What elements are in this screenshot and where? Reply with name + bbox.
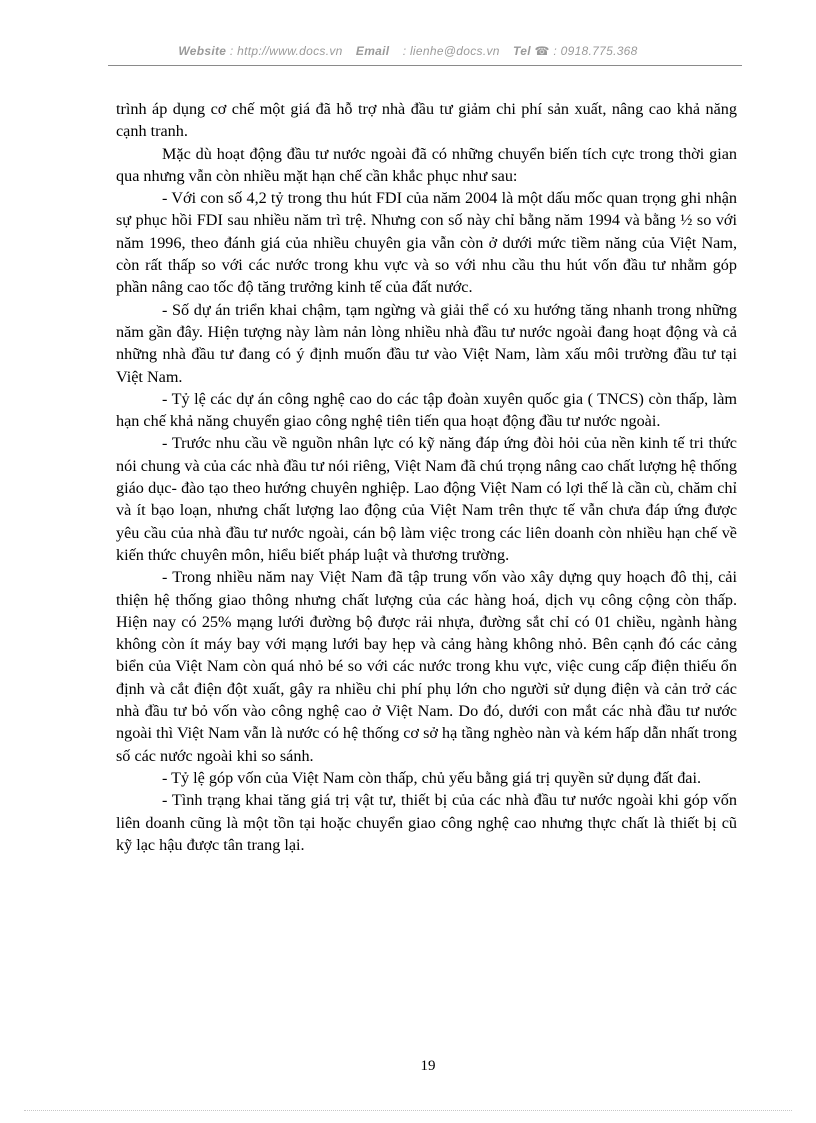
paragraph-fdi-figure: - Với con số 4,2 tỷ trong thu hút FDI của năm 2004 là một dấu mốc quan trọng ghi nhận sự phục hồi FDI sau nhiều năm trì trệ. Nhưng con số này chỉ bằng năm 1994 và bằng ½ so với năm 1996, theo đánh giá của nhiều chuyên gia vẫn còn ở dưới mức tiềm năng của Việt Nam, còn rất thấp so với các nước trong khu vực và so với nhu cầu thu hút vốn đầu tư nhằm góp phần nâng cao tốc độ tăng trưởng kinh tế của đất nước. (116, 189, 737, 297)
paragraph-human-resources: - Trước nhu cầu về nguồn nhân lực có kỹ năng đáp ứng đòi hỏi của nền kinh tế tri thức nói chung và của các nhà đầu tư nói riêng, Việt Nam đã chú trọng nâng cao chất lượng hệ thống giáo dục- đào tạo theo hướng chuyên nghiệp. Lao động Việt Nam có lợi thế là cần cù, chăm chỉ và ít bạo loạn, nhưng chất lượng lao động của Việt Nam trên thực tế vẫn chưa đáp ứng được yêu cầu của nhà đầu tư nước ngoài, cán bộ làm việc trong các liên doanh còn nhiều hạn chế về kiến thức chuyên môn, hiểu biết pháp luật và thương trường. (116, 434, 737, 564)
phone-icon: ☎ (534, 44, 550, 58)
header-divider (108, 65, 742, 66)
paragraph-delayed-projects: - Số dự án triển khai chậm, tạm ngừng và giải thể có xu hướng tăng nhanh trong những năm gần đây. Hiện tượng này làm nản lòng nhiều nhà đầu tư nước ngoài đang hoạt động và cả những nhà đầu tư đang có ý định muốn đầu tư vào Việt Nam, làm xấu môi trường đầu tư tại Việt Nam. (116, 300, 737, 386)
document-body (116, 98, 737, 856)
website-label: Website (178, 44, 227, 58)
paragraph-capital-contribution: - Tỷ lệ góp vốn của Việt Nam còn thấp, chủ yếu bằng giá trị quyền sử dụng đất đai. (162, 768, 702, 787)
email-label: Email (355, 44, 390, 58)
tel-value: : 0918.775.368 (553, 44, 638, 58)
email-value[interactable]: : lienhe@docs.vn (402, 44, 500, 58)
page-header (0, 44, 816, 58)
tel-label: Tel (513, 44, 531, 58)
bottom-divider (24, 1110, 792, 1111)
page-number: 19 (420, 1058, 436, 1074)
paragraph-high-tech-projects: - Tỷ lệ các dự án công nghệ cao do các tập đoàn xuyên quốc gia ( TNCS) còn thấp, làm hạn chế khả năng chuyển giao công nghệ tiên tiến qua hoạt động đầu tư nước ngoài. (116, 389, 737, 431)
paragraph-intro: Mặc dù hoạt động đầu tư nước ngoài đã có những chuyển biến tích cực trong thời gian qua nhưng vẫn còn nhiều mặt hạn chế cần khắc phục như sau: (116, 144, 737, 185)
paragraph-overvaluation: - Tình trạng khai tăng giá trị vật tư, thiết bị của các nhà đầu tư nước ngoài khi góp vốn liên doanh cũng là một tồn tại hoặc chuyển giao công nghệ cao nhưng thực chất là thiết bị cũ kỹ lạc hậu được tân trang lại. (116, 791, 737, 854)
website-value[interactable]: : http://www.docs.vn (229, 44, 343, 58)
paragraph-continuation: trình áp dụng cơ chế một giá đã hỗ trợ nhà đầu tư giảm chi phí sản xuất, nâng cao khả năng cạnh tranh. (116, 100, 737, 141)
paragraph-infrastructure: - Trong nhiều năm nay Việt Nam đã tập trung vốn vào xây dựng quy hoạch đô thị, cải thiện hệ thống giao thông nhưng chất lượng của các hàng hoá, dịch vụ công cộng còn thấp. Hiện nay có 25% mạng lưới đường bộ được rải nhựa, đường sắt chỉ có 01 chiều, ngành hàng không còn ít máy bay với mạng lưới bay hẹp và cảng hàng không nhỏ. Bên cạnh đó các cảng biển của Việt Nam còn quá nhỏ bé so với các nước trong khu vực, việc cung cấp điện thiếu ổn định và cắt điện đột xuất, gây ra nhiều chi phí phụ lớn cho người sử dụng điện và cản trở các nhà đầu tư bỏ vốn vào công nghệ cao ở Việt Nam. Do đó, dưới con mắt các nhà đầu tư nước ngoài thì Việt Nam vẫn là nước có hệ thống cơ sở hạ tầng nghèo nàn và kém hấp dẫn nhất trong số các nước ngoài khi so sánh. (116, 568, 737, 765)
